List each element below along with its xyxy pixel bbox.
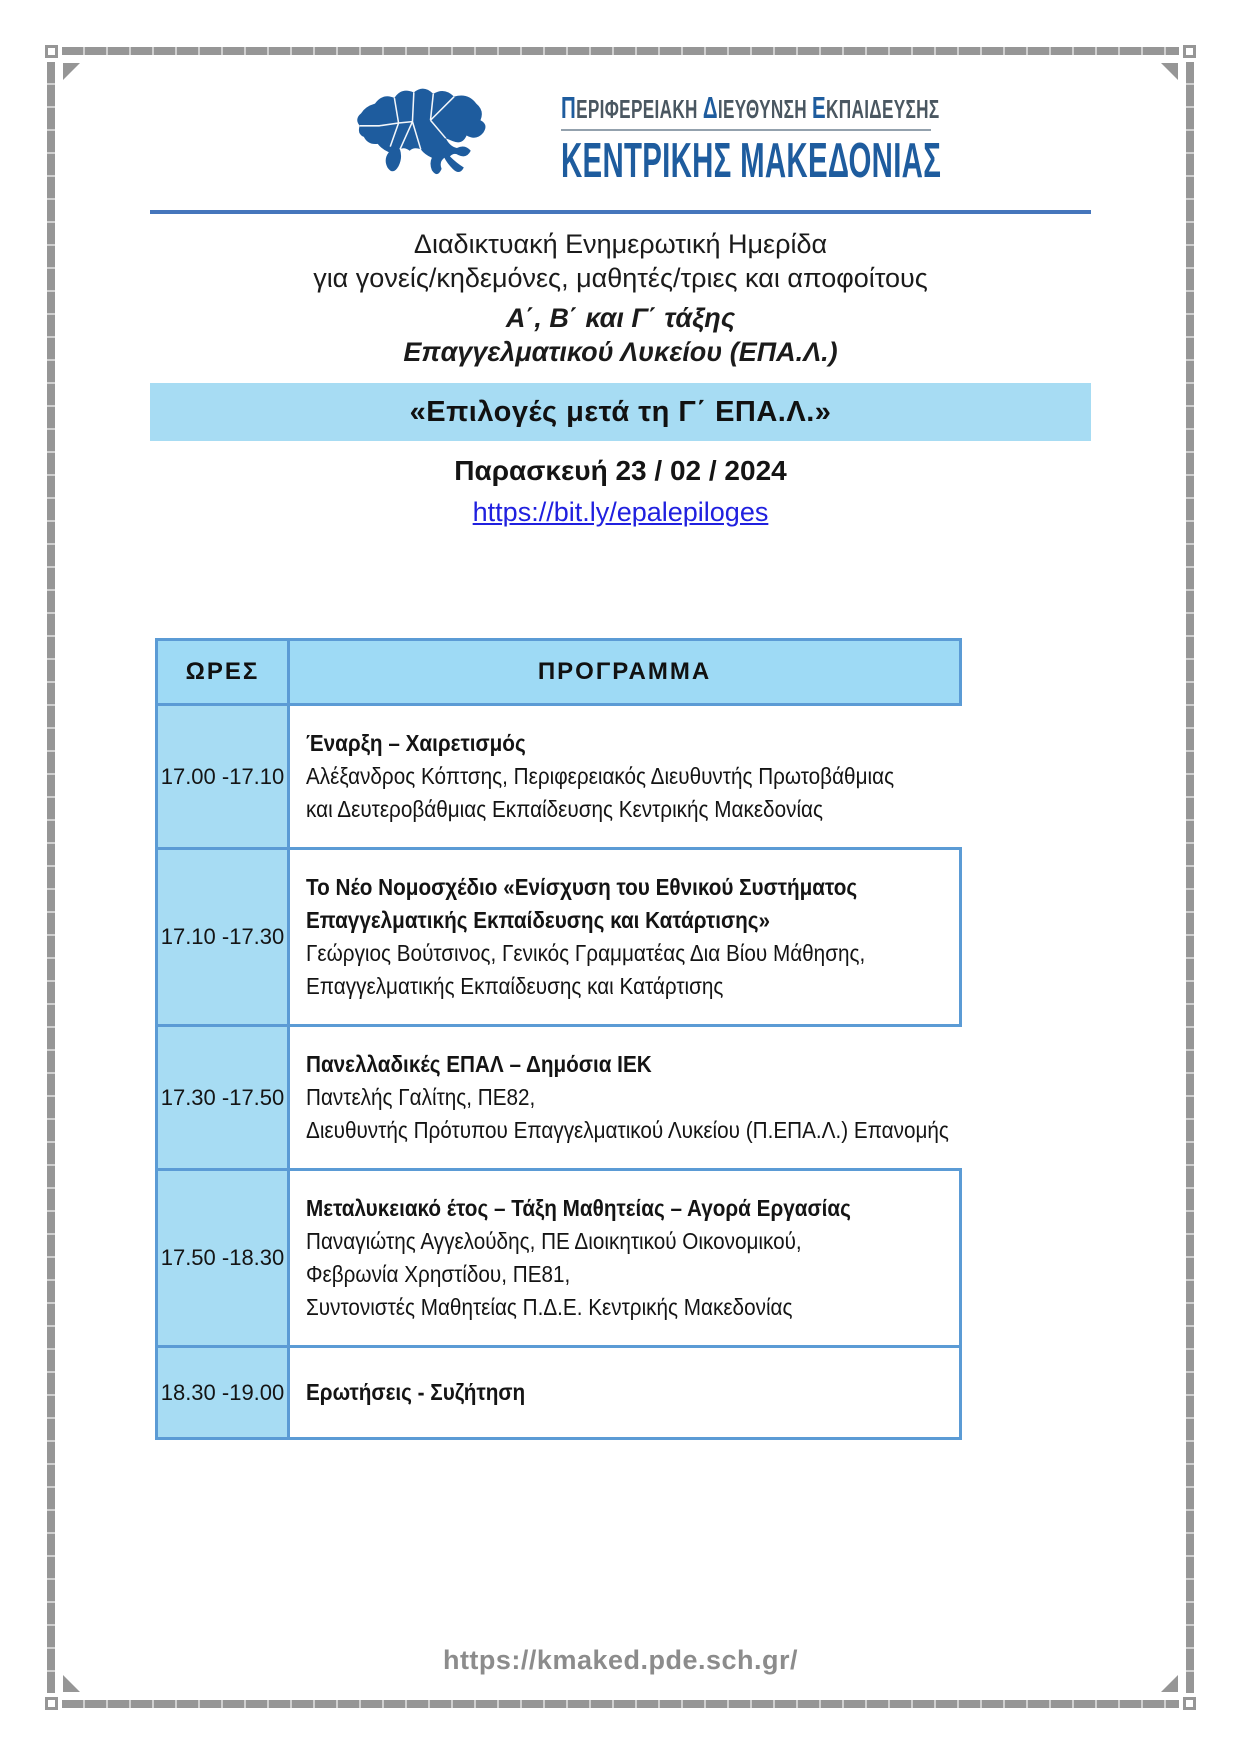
org-name-line1 — [560, 89, 939, 126]
table-header-row — [158, 641, 959, 703]
event-title-line1: Διαδικτυακή Ενημερωτική Ημερίδα — [413, 229, 828, 259]
frame-corner-square-top-right — [1183, 45, 1196, 58]
org-name — [561, 90, 943, 189]
program-cell — [290, 1171, 959, 1345]
org-logo — [150, 80, 1091, 198]
event-title-line2: για γονείς/κηδεμόνες, μαθητές/τριες και αποφοίτους — [313, 263, 928, 293]
program-table — [155, 638, 962, 1440]
session-title: Επαγγελματικής Εκπαίδευσης και Κατάρτισης» — [306, 907, 771, 933]
document-content — [150, 80, 1091, 1440]
session-speaker: Γεώργιος Βούτσινος, Γενικός Γραμματέας Δια Βίου Μάθησης, — [306, 940, 866, 966]
time-cell: 17.30 -17.50 — [158, 1027, 290, 1168]
session-speaker: Συντονιστές Μαθητείας Π.Δ.Ε. Κεντρικής Μακεδονίας — [306, 1294, 793, 1320]
frame-bottom-border — [62, 1700, 1179, 1708]
frame-corner-square-bottom-left — [45, 1697, 58, 1710]
session-title: Πανελλαδικές ΕΠΑΛ – Δημόσια ΙΕΚ — [306, 1051, 652, 1077]
frame-corner-triangle-bottom-right — [1161, 1675, 1178, 1692]
frame-right-border — [1186, 62, 1194, 1693]
session-title: Το Νέο Νομοσχέδιο «Ενίσχυση του Εθνικού Συστήματος — [306, 874, 858, 900]
session-title: Έναρξη – Χαιρετισμός — [306, 730, 526, 756]
table-row — [158, 703, 959, 847]
event-subtitle-line1: Α΄, Β΄ και Γ΄ τάξης — [505, 303, 736, 333]
event-subtitle — [150, 301, 1091, 369]
event-banner — [150, 383, 1091, 441]
frame-top-border — [62, 47, 1179, 55]
registration-link-row — [150, 497, 1091, 528]
program-cell — [290, 706, 965, 847]
event-title — [150, 227, 1091, 295]
program-cell — [290, 1027, 1026, 1168]
column-header-program: ΠΡΟΓΡΑΜΜΑ — [290, 641, 959, 703]
table-row — [158, 1345, 959, 1437]
program-cell — [290, 1348, 959, 1437]
table-row — [158, 1168, 959, 1345]
program-cell — [290, 850, 959, 1024]
org-name-initial: Ε — [811, 89, 826, 125]
time-cell: 17.50 -18.30 — [158, 1171, 290, 1345]
header-rule — [150, 210, 1091, 214]
org-name-word: ΚΠΑΙΔΕΥΣΗΣ — [825, 93, 939, 124]
org-name-initial: Π — [560, 89, 576, 125]
event-subtitle-line2: Επαγγελματικού Λυκείου (ΕΠΑ.Λ.) — [403, 337, 838, 367]
frame-left-border — [47, 62, 55, 1693]
session-title: Μεταλυκειακό έτος – Τάξη Μαθητείας – Αγορά Εργασίας — [306, 1195, 851, 1221]
org-name-line2: ΚΕΝΤΡΙΚΗΣ ΜΑΚΕΔΟΝΙΑΣ — [560, 133, 941, 188]
column-header-hours: ΩΡΕΣ — [158, 641, 290, 703]
event-date: Παρασκευή 23 / 02 / 2024 — [454, 455, 787, 486]
session-speaker: Αλέξανδρος Κόπτσης, Περιφερειακός Διευθυντής Πρωτοβάθμιας — [306, 763, 895, 789]
logo-divider-line — [561, 129, 931, 131]
session-speaker: Διευθυντής Πρότυπου Επαγγελματικού Λυκείου (Π.ΕΠΑ.Λ.) Επανομής — [306, 1117, 949, 1143]
frame-corner-square-bottom-right — [1183, 1697, 1196, 1710]
session-speaker: Παντελής Γαλίτης, ΠΕ82, — [306, 1084, 536, 1110]
frame-corner-square-top-left — [45, 45, 58, 58]
session-speaker: Παναγιώτης Αγγελούδης, ΠΕ Διοικητικού Οικονομικού, — [306, 1228, 802, 1254]
table-row — [158, 1024, 959, 1168]
event-banner-text: «Επιλογές μετά τη Γ΄ ΕΠΑ.Λ.» — [409, 395, 832, 428]
footer-site-url: https://kmaked.pde.sch.gr/ — [442, 1645, 799, 1675]
frame-corner-triangle-bottom-left — [63, 1675, 80, 1692]
org-name-word: ΙΕΥΘΥΝΣΗ — [717, 93, 812, 124]
time-cell: 17.10 -17.30 — [158, 850, 290, 1024]
frame-corner-triangle-top-right — [1161, 63, 1178, 80]
org-name-initial: Δ — [702, 89, 718, 125]
time-cell: 17.00 -17.10 — [158, 706, 290, 847]
central-macedonia-map-icon — [299, 80, 537, 198]
session-speaker: Φεβρωνία Χρηστίδου, ΠΕ81, — [306, 1261, 571, 1287]
table-row — [158, 847, 959, 1024]
session-speaker: και Δευτεροβάθμιας Εκπαίδευσης Κεντρικής Μακεδονίας — [306, 796, 823, 822]
frame-corner-triangle-top-left — [63, 63, 80, 80]
org-name-word: ΕΡΙΦΕΡΕΙΑΚΗ — [575, 93, 703, 124]
session-title: Ερωτήσεις - Συζήτηση — [306, 1379, 526, 1405]
time-cell: 18.30 -19.00 — [158, 1348, 290, 1437]
session-speaker: Επαγγελματικής Εκπαίδευσης και Κατάρτισης — [306, 973, 724, 999]
registration-link[interactable]: https://bit.ly/epalepiloges — [472, 497, 769, 527]
